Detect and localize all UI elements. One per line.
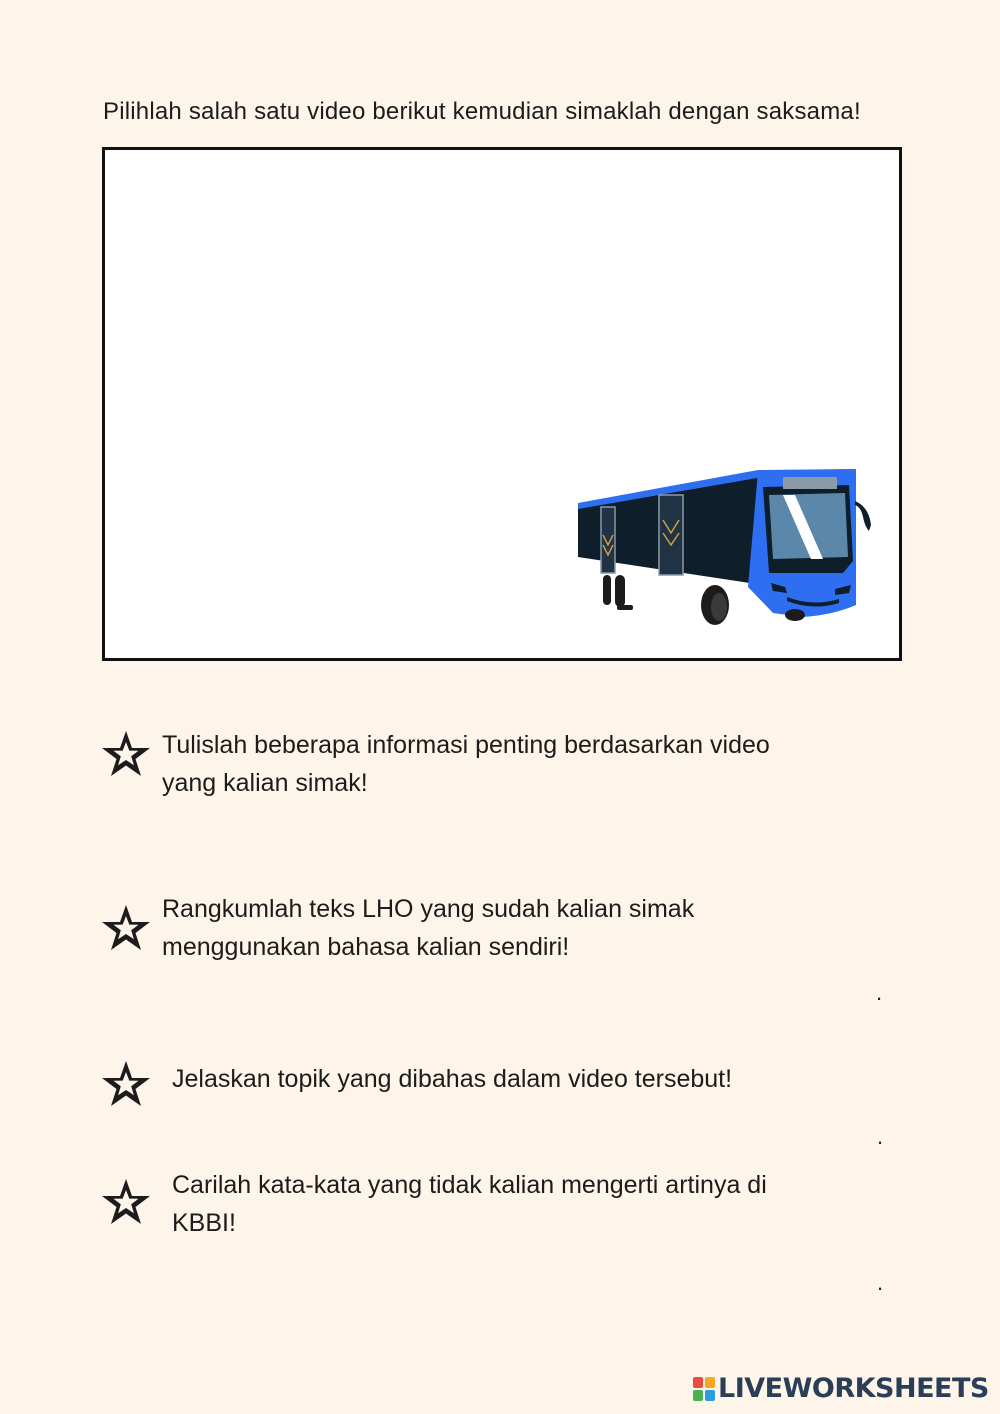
star-icon (100, 902, 152, 954)
question-2-line-2: menggunakan bahasa kalian sendiri! (162, 933, 570, 961)
question-4-line-2: KBBI! (172, 1209, 236, 1237)
star-icon (100, 728, 152, 780)
question-4-line-1: Carilah kata-kata yang tidak kalian mengerti artinya di (172, 1171, 767, 1199)
answer-mark-1: . (876, 980, 883, 1005)
question-3-line-1: Jelaskan topik yang dibahas dalam video tersebut! (172, 1065, 733, 1093)
brand-name: LIVEWORKSHEETS (718, 1373, 989, 1404)
star-icon (100, 1058, 152, 1110)
bus-icon (573, 465, 873, 635)
liveworksheets-mark-icon (693, 1377, 715, 1401)
question-1-line-2: yang kalian simak! (162, 769, 368, 797)
answer-mark-2: . (877, 1124, 884, 1149)
video-frame[interactable] (102, 147, 902, 661)
question-1-line-1: Tulislah beberapa informasi penting berdasarkan video (162, 731, 770, 759)
liveworksheets-logo[interactable] (693, 1373, 989, 1404)
instruction-text: Pilihlah salah satu video berikut kemudian simaklah dengan saksama! (103, 98, 861, 125)
star-icon (100, 1176, 152, 1228)
answer-mark-3: . (877, 1270, 884, 1295)
question-2-line-1: Rangkumlah teks LHO yang sudah kalian simak (162, 895, 695, 923)
